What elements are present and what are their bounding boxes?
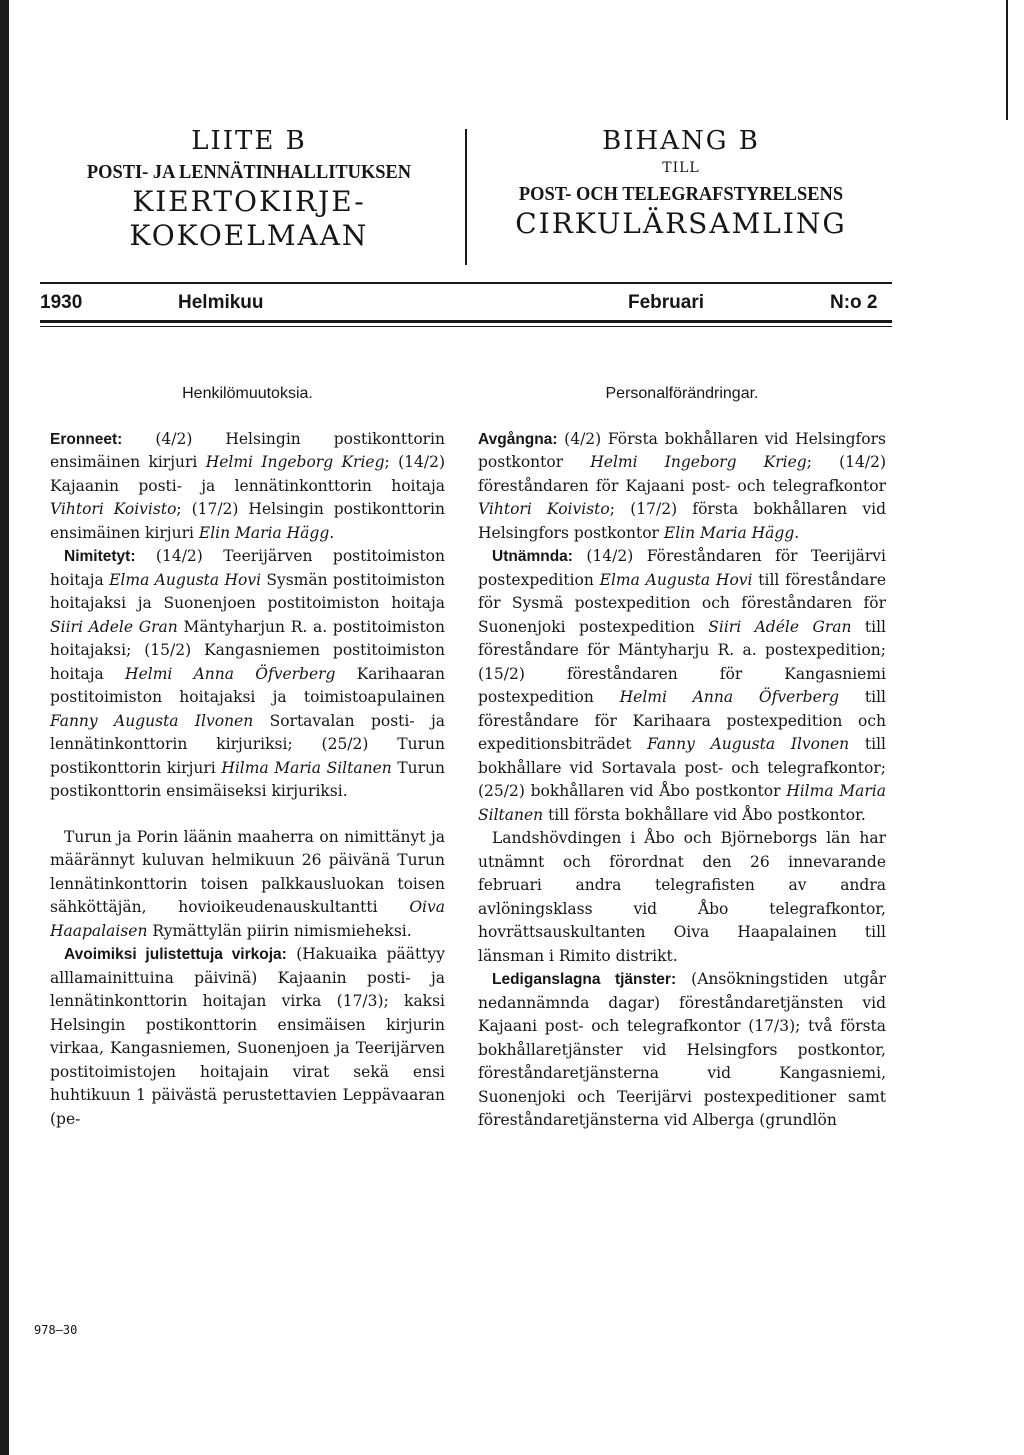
organization-fi: POSTI- JA LENNÄTINHALLITUKSEN <box>86 161 412 183</box>
label-utnamnda: Utnämnda: <box>492 548 573 565</box>
label-avgangna: Avgångna: <box>478 430 558 448</box>
paragraph-landshovding: Landshövdingen i Åbo och Björneborgs län har utnämnt och förordnat den 26 innevarande februari andra telegrafisten av andra avlöningsklass vid Åbo telegrafkontor, hovrättsauskultanten Oiva Haapalainen till länsman i Rimito distrikt. <box>478 829 886 965</box>
supplement-title-fi: LIITE B <box>191 126 307 156</box>
year: 1930 <box>40 292 83 313</box>
month-sv: Februari <box>628 292 705 313</box>
masthead-divider <box>465 129 467 265</box>
paragraph-maaherra: Turun ja Porin läänin maaherra on nimittänyt ja määrännyt kuluvan helmikuun 26 päivänä Turun lennätinkonttorin toisen palkkausluokan toisen sähköttäjän, hovioikeudenauskultantti Oiva Haapalaisen Rymättylän piirin nimismieheksi. <box>50 827 445 940</box>
collection-title-fi-2: KOKOELMAAN <box>129 219 369 252</box>
rule-bottom-thick <box>40 320 892 323</box>
label-eronneet: Eronneet: <box>50 430 123 448</box>
person-name: Fanny Augusta Ilvonen <box>647 735 850 753</box>
section-heading-sv: Personalförändringar. <box>605 385 759 402</box>
person-name: Helmi Ingeborg Krieg <box>205 453 385 471</box>
label-lediganslagna: Lediganslagna tjänster: <box>492 971 677 988</box>
person-name: Elin Maria Hägg <box>198 523 330 542</box>
person-name: Siiri Adele Gran <box>50 617 178 636</box>
paragraph-avoimiksi: Avoimiksi julistettuja virkoja: (Hakuaika päättyy alllamainittuina päivinä) Kajaanin posti- ja lennätinkonttorin hoitajan virka (17/3); kaksi Helsingin postikonttorin ensimäisen kirjurin virkaa, Kangasniemen, Suonenjoen ja Teerijärven postitoimistojen hoitajain virat sekä ensi huhtikuun 1 päivästä perustettavien Leppävaaran (pe- <box>50 945 445 1128</box>
masthead-finnish <box>40 125 458 253</box>
person-name: Vihtori Koivisto <box>478 500 610 518</box>
finnish-column <box>50 382 445 1131</box>
rule-top <box>40 282 892 284</box>
scan-edge-bar <box>0 0 9 1455</box>
section-heading-fi: Henkilömuutoksia. <box>182 385 313 402</box>
person-name: Vihtori Koivisto <box>50 500 177 518</box>
paragraph-avgangna: Avgångna: (4/2) Första bokhållaren vid Helsingfors postkontor Helmi Ingeborg Krieg; (14/2) föreståndaren för Kajaani post- och telegrafkontor Vihtori Koivisto; (17/2) första bokhållaren vid Helsingfors postkontor Elin Maria Hägg. <box>478 429 886 542</box>
till-label: TILL <box>662 160 700 176</box>
label-avoimiksi: Avoimiksi julistettuja virkoja: <box>64 946 287 963</box>
person-name: Hilma Maria Siltanen <box>221 758 392 777</box>
paragraph-nimitetyt: Nimitetyt: (14/2) Teerijärven postitoimiston hoitaja Elma Augusta Hovi Sysmän postitoimiston hoitajaksi ja Suonenjoen postitoimiston hoitaja Siiri Adele Gran Mäntyharjun R. a. postitoimiston hoitajaksi; (15/2) Kangasniemen postitoimiston hoitaja Helmi Anna Öfverberg Karihaaran postitoimiston hoitajaksi ja toimistoapulainen Fanny Augusta Ilvonen Sortavalan posti- ja lennätinkonttorin kirjuriksi; (25/2) Turun postikonttorin kirjuri Hilma Maria Siltanen Turun postikonttorin ensimäiseksi kirjuriksi. <box>50 547 446 800</box>
person-name: Elma Augusta Hovi <box>109 570 262 589</box>
person-name: Helmi Anna Öfverberg <box>125 664 336 683</box>
person-name: Helmi Ingeborg Krieg <box>590 453 807 471</box>
issue-number: N:o 2 <box>830 292 878 313</box>
person-name: Hilma Maria Siltanen <box>478 782 886 824</box>
person-name: Siiri Adéle Gran <box>708 617 852 636</box>
person-name: Helmi Anna Öfverberg <box>619 688 840 706</box>
person-name: Elma Augusta Hovi <box>599 570 753 589</box>
print-code: 978—30 <box>34 1323 78 1337</box>
masthead <box>40 125 890 270</box>
collection-title-fi-1: KIERTOKIRJE- <box>132 185 366 218</box>
paragraph-lediganslagna: Lediganslagna tjänster: (Ansökningstiden utgår nedannämnda dagar) föreståndaretjänsten vid Kajaani post- och telegrafkontor (17/3); två första bokhållaretjänster vid Helsingfors postkontor, föreståndaretjänsterna vid Kangasniemi, Suonenjoki och Teerijärvi postexpeditioner samt föreståndaretjänsterna vid Alberga (grundlön <box>478 970 886 1129</box>
rule-bottom-thin <box>40 326 892 327</box>
month-fi: Helmikuu <box>178 292 264 313</box>
organization-sv: POST- OCH TELEGRAFSTYRELSENS <box>518 183 844 205</box>
swedish-column <box>478 382 886 1133</box>
person-name: Fanny Augusta Ilvonen <box>50 711 254 730</box>
collection-title-sv: CIRKULÄRSAMLING <box>515 207 847 240</box>
supplement-title-sv: BIHANG B <box>602 126 760 156</box>
dateline <box>40 286 890 316</box>
masthead-swedish <box>472 125 890 241</box>
paragraph-eronneet: Eronneet: (4/2) Helsingin postikonttorin ensimäinen kirjuri Helmi Ingeborg Krieg; (14/2) Kajaanin posti- ja lennätinkonttorin hoitaja Vihtori Koivisto; (17/2) Helsingin postikonttorin ensimäinen kirjuri Elin Maria Hägg. <box>50 429 445 542</box>
scan-edge-line <box>1006 0 1008 120</box>
person-name: Elin Maria Hägg <box>663 523 795 542</box>
person-name: Oiva Haapalaisen <box>50 898 445 940</box>
paragraph-utnamnda: Utnämnda: (14/2) Föreståndaren för Teerijärvi postexpedition Elma Augusta Hovi till föreståndare för Sysmä postexpedition och föreståndaren för Suonenjoki postexpedition Siiri Adéle Gran till föreståndare för Mäntyharju R. a. postexpedition; (15/2) föreståndaren för Kangasniemi postexpedition Helmi Anna Öfverberg till föreståndare för Karihaara postexpedition och expeditionsbiträdet Fanny Augusta Ilvonen till bokhållare vid Sortavala post- och telegrafkontor; (25/2) bokhållaren vid Åbo postkontor Hilma Maria Siltanen till första bokhållare vid Åbo postkontor. <box>478 547 887 824</box>
label-nimitetyt: Nimitetyt: <box>64 548 136 565</box>
